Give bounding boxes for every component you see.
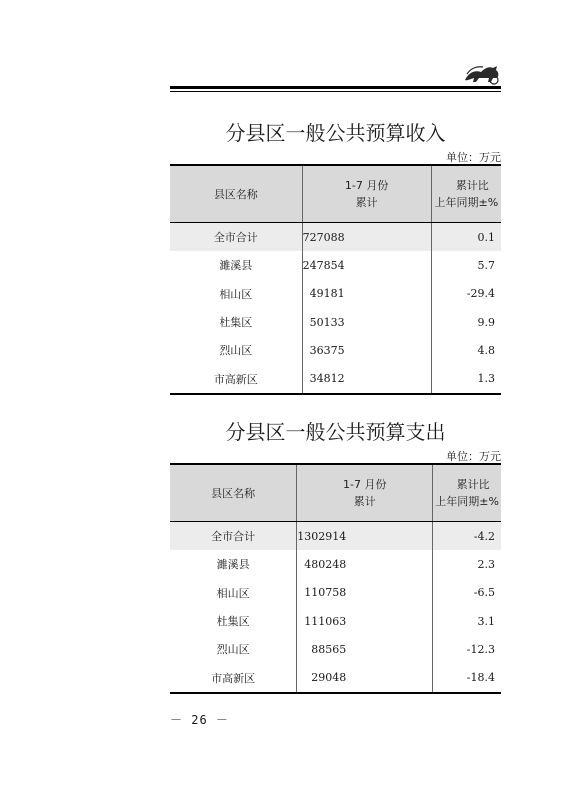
yoy-change: 2.3	[477, 557, 495, 571]
table-row	[170, 336, 501, 364]
county-name: 市高新区	[170, 663, 297, 692]
county-name: 全市合计	[170, 522, 297, 551]
county-name: 杜集区	[216, 615, 250, 629]
header-rule-thin	[170, 91, 501, 92]
expense-table	[170, 463, 501, 694]
cumulative-value: 1302914	[297, 522, 433, 551]
cumulative-value: 480248	[297, 550, 433, 578]
table-row	[170, 251, 501, 279]
page-number: － 26 －	[170, 713, 229, 727]
cumulative-value: 49181	[302, 280, 431, 308]
yoy-change: 9.9	[477, 315, 495, 329]
header-period: 1-7 月份 累计	[302, 165, 431, 223]
cumulative-value: 29048	[297, 663, 433, 692]
table-row	[170, 607, 501, 635]
header-county: 县区名称	[170, 165, 302, 223]
county-name: 烈山区	[219, 344, 253, 358]
county-name: 濉溪县	[219, 259, 253, 273]
cumulative-value: 727088	[302, 223, 431, 252]
yoy-change: 5.7	[477, 258, 495, 272]
header-period: 1-7 月份 累计	[297, 464, 433, 522]
income-table	[170, 164, 501, 395]
table-row	[170, 223, 501, 252]
cumulative-value: 36375	[302, 336, 431, 364]
expense-unit-label: 单位：万元	[446, 450, 501, 463]
cumulative-value: 88565	[297, 635, 433, 663]
yoy-change: 0.1	[431, 223, 501, 252]
cumulative-value: 111063	[297, 607, 433, 635]
table-row	[170, 364, 501, 393]
county-name: 市高新区	[170, 364, 302, 393]
expense-title: 分县区一般公共预算支出	[225, 420, 446, 444]
table-row	[170, 550, 501, 578]
table-row	[170, 663, 501, 692]
table-row	[170, 308, 501, 336]
header-county: 县区名称	[170, 464, 297, 522]
table-row	[170, 579, 501, 607]
yoy-change: -29.4	[466, 287, 495, 301]
header-rule	[170, 86, 501, 89]
cumulative-value: 34812	[302, 364, 431, 393]
yoy-change: -12.3	[466, 642, 495, 656]
county-name: 杜集区	[219, 316, 253, 330]
table-header-row	[170, 165, 501, 223]
horse-logo-icon	[461, 60, 503, 86]
yoy-change: -4.2	[433, 522, 501, 551]
table-row	[170, 522, 501, 551]
county-name: 烈山区	[216, 643, 250, 657]
yoy-change: -18.4	[433, 663, 501, 692]
county-name: 相山区	[216, 586, 250, 600]
income-unit-label: 单位：万元	[446, 151, 501, 164]
yoy-change: 3.1	[477, 614, 495, 628]
yoy-change: 4.8	[477, 343, 495, 357]
header-change: 累计比 上年同期±%	[431, 165, 501, 223]
yoy-change: -6.5	[473, 586, 495, 600]
header-change: 累计比 上年同期±%	[433, 464, 501, 522]
yoy-change: 1.3	[431, 364, 501, 393]
cumulative-value: 247854	[302, 251, 431, 279]
table-row	[170, 635, 501, 663]
table-header-row	[170, 464, 501, 522]
county-name: 相山区	[219, 287, 253, 301]
table-row	[170, 280, 501, 308]
county-name: 全市合计	[170, 223, 302, 252]
cumulative-value: 50133	[302, 308, 431, 336]
income-title: 分县区一般公共预算收入	[225, 121, 446, 145]
county-name: 濉溪县	[216, 558, 250, 572]
cumulative-value: 110758	[297, 579, 433, 607]
